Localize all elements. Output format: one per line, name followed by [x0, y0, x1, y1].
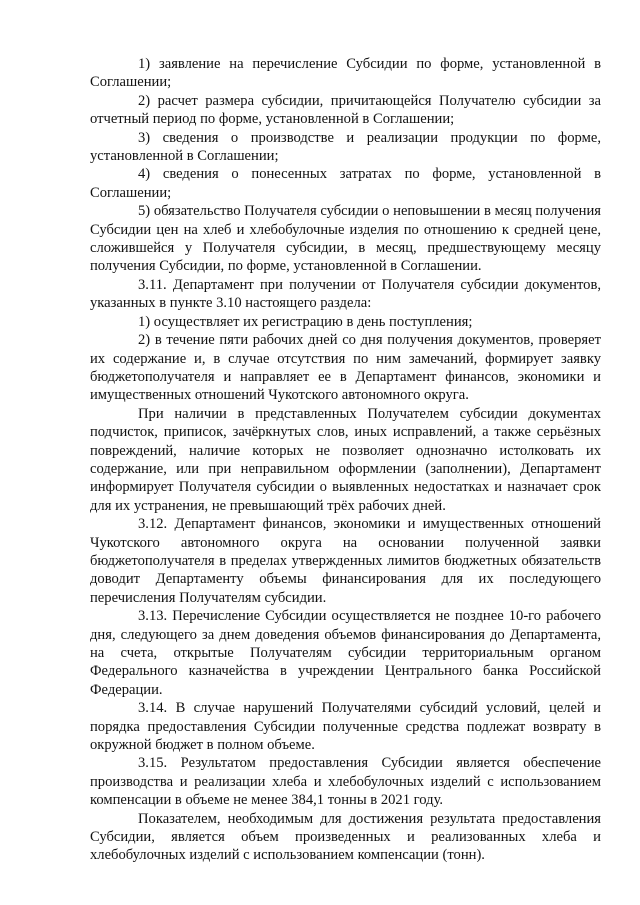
paragraph-deficiencies: При наличии в представленных Получателем субсидии документах подчисток, приписок, зачёркнутых слов, иных исправлений, а также серьёзных повреждений, наличие которых не позволяет однозначно истолковать их содержание, или при неправильном оформлении (заполнении), Департамент информирует Получателя субсидии о выявленных недостатках и назначает срок для их устранения, не превышающий трёх рабочих дней.	[90, 405, 601, 514]
paragraph-item-5-price-obligation: 5) обязательство Получателя субсидии о неповышении в месяц получения Субсидии цен на хлеб и хлебобулочные изделия по отношению к средней цене, сложившейся у Получателя субсидии, в месяц, предшествующему месяцу получения Субсидии, по форме, установленной в Соглашении.	[90, 203, 601, 275]
paragraph-3-11-item-2: 2) в течение пяти рабочих дней со дня получения документов, проверяет их содержание и, в случае отсутствия по ним замечаний, формирует заявку бюджетополучателя и направляет ее в Департамент финансов, экономики и имущественных отношений Чукотского автономного округа.	[90, 332, 601, 404]
paragraph-item-4-costs-info: 4) сведения о понесенных затратах по форме, установленной в Соглашении;	[90, 166, 601, 201]
paragraph-3-11: 3.11. Департамент при получении от Получателя субсидии документов, указанных в пункте 3.10 настоящего раздела:	[90, 276, 601, 312]
paragraph-3-15: 3.15. Результатом предоставления Субсидии является обеспечение производства и реализации хлеба и хлебобулочных изделий с использованием компенсации в объеме не менее 384,1 тонны в 2021 году.	[90, 755, 601, 809]
paragraph-3-12: 3.12. Департамент финансов, экономики и имущественных отношений Чукотского автономного округа на основании полученной заявки бюджетополучателя в пределах утвержденных лимитов бюджетных обязательств доводит Департаменту объемы финансирования для их последующего перечисления Получателям субсидии.	[90, 516, 601, 606]
document-page	[90, 55, 601, 865]
paragraph-item-3-production-info: 3) сведения о производстве и реализации продукции по форме, установленной в Соглашении;	[90, 129, 601, 165]
paragraph-3-11-item-1: 1) осуществляет их регистрацию в день поступления;	[138, 313, 473, 330]
paragraph-item-1-application: 1) заявление на перечисление Субсидии по форме, установленной в Соглашении;	[90, 56, 601, 91]
paragraph-3-14: 3.14. В случае нарушений Получателями субсидий условий, целей и порядка предоставления Субсидии полученные средства подлежат возврату в окружной бюджет в полном объеме.	[90, 700, 601, 754]
paragraph-indicator: Показателем, необходимым для достижения результата предоставления Субсидии, является объем произведенных и реализованных хлеба и хлебобулочных изделий с использованием компенсации (тонн).	[90, 810, 601, 864]
paragraph-item-2-subsidy-calculation: 2) расчет размера субсидии, причитающейся Получателю субсидии за отчетный период по форме, установленной в Соглашении;	[90, 92, 601, 128]
paragraph-3-13: 3.13. Перечисление Субсидии осуществляется не позднее 10-го рабочего дня, следующего за днем доведения объемов финансирования до Департамента, на счета, открытые Получателям субсидии территориальным органом Федерального казначейства в учреждении Центрального банка Российской Федерации.	[90, 608, 601, 698]
